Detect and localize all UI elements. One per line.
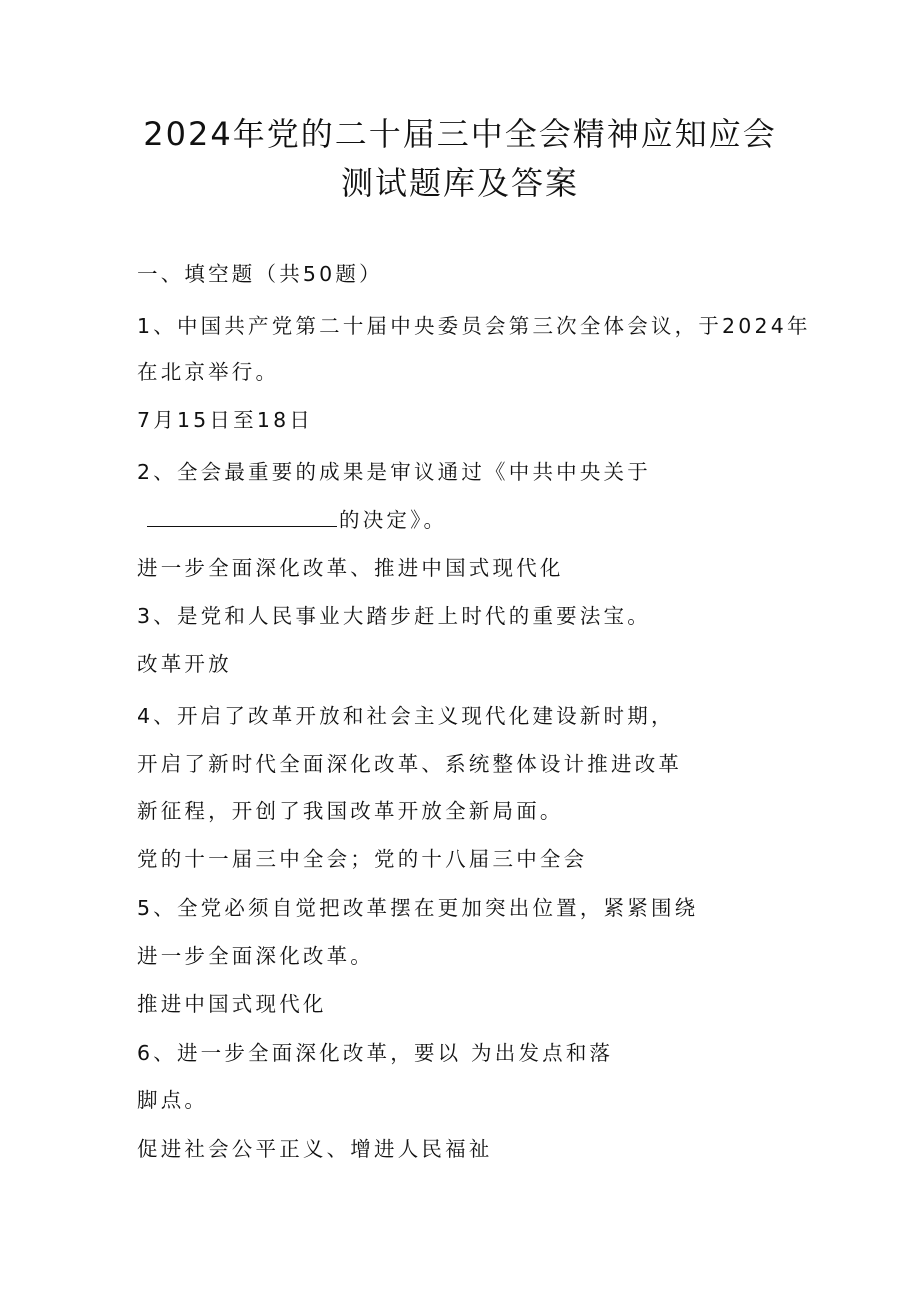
answer-6: 促进社会公平正义、增进人民福祉 [137, 1137, 493, 1161]
answer-5: 推进中国式现代化 [137, 992, 327, 1016]
section-heading: 一、填空题（共50题） [137, 262, 383, 286]
question-2-line-2-text: 的决定》。 [339, 508, 448, 532]
question-5-line-2: 进一步全面深化改革。 [137, 944, 374, 968]
question-1-line-2: 在北京举行。 [137, 360, 280, 384]
question-6-line-2: 脚点。 [137, 1088, 209, 1112]
question-4-line-3: 新征程，开创了我国改革开放全新局面。 [137, 799, 564, 823]
answer-4: 党的十一届三中全会；党的十八届三中全会 [137, 847, 588, 871]
question-6-line-1: 6、进一步全面深化改革，要以 为出发点和落 [137, 1041, 614, 1065]
question-4-line-1: 4、开启了改革开放和社会主义现代化建设新时期， [137, 704, 675, 728]
answer-3: 改革开放 [137, 652, 232, 676]
document-title-line-2: 测试题库及答案 [340, 164, 579, 202]
question-2-line-1: 2、全会最重要的成果是审议通过《中共中央关于 [137, 460, 651, 484]
question-4-line-2: 开启了新时代全面深化改革、系统整体设计推进改革 [137, 752, 683, 776]
fill-in-blank [147, 506, 337, 527]
answer-1: 7月15日至18日 [137, 408, 314, 432]
question-2-line-2 [147, 506, 447, 534]
question-3: 3、是党和人民事业大踏步赶上时代的重要法宝。 [137, 604, 651, 628]
document-title-line-1: 2024年党的二十届三中全会精神应知应会 [143, 115, 777, 153]
answer-2: 进一步全面深化改革、推进中国式现代化 [137, 556, 564, 580]
question-5-line-1: 5、全党必须自觉把改革摆在更加突出位置，紧紧围绕 [137, 896, 699, 920]
question-1-line-1: 1、中国共产党第二十届中央委员会第三次全体会议，于2024年 [137, 314, 811, 338]
